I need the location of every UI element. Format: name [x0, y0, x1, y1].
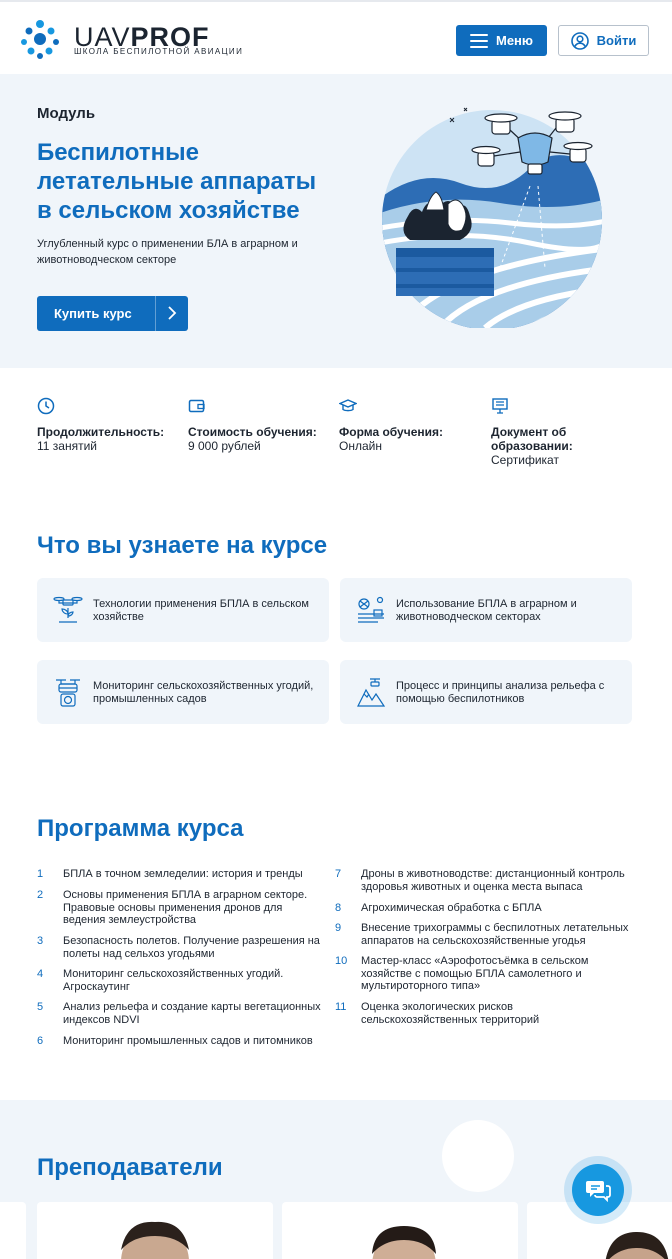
program-item-text: Дроны в животноводстве: дистанционный контроль здоровья животных и оценка места выпаса [361, 868, 625, 893]
info-format [339, 397, 489, 453]
drone-plant-icon [53, 594, 83, 626]
program-item-text: Основы применения БПЛА в аграрном секторе. Правовые основы применения дронов для ведения землеустройства [63, 889, 308, 926]
program-item-number: 2 [37, 889, 44, 901]
info-label: Продолжительность: [37, 425, 165, 439]
info-value: 9 000 рублей [188, 439, 261, 453]
user-icon [571, 32, 589, 50]
hero-kicker: Модуль [37, 105, 96, 122]
info-price [188, 397, 338, 453]
info-value: 11 занятий [37, 439, 97, 453]
program-item-number: 6 [37, 1035, 44, 1047]
chevron-right-icon [164, 305, 180, 321]
menu-button[interactable] [456, 25, 547, 56]
learn-card [37, 578, 329, 642]
chat-widget-button[interactable] [564, 1156, 632, 1224]
program-item-text: Внесение трихограммы с беспилотных летательных аппаратов на сельскохозяйственные угодья [361, 922, 629, 947]
info-label: Стоимость обучения: [188, 425, 317, 439]
teacher-photo [282, 1202, 518, 1259]
program-item-text: Безопасность полетов. Получение разрешения на полеты над сельхоз угодьями [63, 935, 320, 960]
graduation-cap-icon [339, 397, 357, 415]
program-item-number: 3 [37, 935, 44, 947]
info-label: Документ об образовании: [491, 425, 573, 453]
hero-section [0, 74, 672, 368]
learn-card [340, 578, 632, 642]
logo[interactable] [18, 18, 244, 60]
teacher-card[interactable] [0, 1202, 26, 1259]
learn-card [37, 660, 329, 724]
site-header [0, 0, 672, 74]
drone-farm-illustration [380, 98, 610, 328]
drone-camera-icon [53, 676, 83, 708]
clock-icon [37, 397, 55, 415]
teacher-card[interactable] [282, 1202, 518, 1259]
program-item-number: 4 [37, 968, 44, 980]
info-value: Онлайн [339, 439, 382, 453]
learn-card-text: Технологии применения БПЛА в сельском хозяйстве [93, 598, 309, 623]
certificate-icon [491, 397, 509, 415]
learn-card-text: Мониторинг сельскохозяйственных угодий, промышленных садов [93, 680, 314, 705]
logo-text: UAVPROF [74, 22, 210, 52]
program-item-text: Оценка экологических рисков сельскохозяйственных территорий [361, 1001, 540, 1026]
program-item-text: Мониторинг промышленных садов и питомников [63, 1035, 313, 1047]
program-item-number: 5 [37, 1001, 44, 1013]
learn-card-text: Использование БПЛА в аграрном и животноводческом секторах [396, 598, 577, 623]
teacher-card[interactable] [37, 1202, 273, 1259]
page-title: Беспилотные летательные аппараты в сельском хозяйстве [37, 139, 317, 224]
buy-course-button[interactable] [37, 296, 188, 331]
drone-mountains-icon [356, 676, 386, 708]
learn-card-text: Процесс и принципы анализа рельефа с помощью беспилотников [396, 680, 605, 705]
program-item-number: 11 [335, 1001, 347, 1013]
teacher-photo [37, 1202, 273, 1259]
teachers-section-title: Преподаватели [37, 1154, 223, 1181]
program-item-number: 10 [335, 955, 348, 967]
chat-icon [585, 1178, 611, 1202]
learn-card [340, 660, 632, 724]
info-label: Форма обучения: [339, 425, 443, 439]
learn-section-title: Что вы узнаете на курсе [37, 532, 328, 559]
info-duration [37, 397, 187, 453]
hamburger-icon [470, 34, 488, 48]
hero-description: Углубленный курс о применении БЛА в аграрном и животноводческом секторе [37, 238, 298, 266]
decorative-circle [442, 1120, 514, 1192]
program-item-number: 9 [335, 922, 342, 934]
drone-farm-icon [356, 594, 386, 626]
logo-subtitle: ШКОЛА БЕСПИЛОТНОЙ АВИАЦИИ [74, 47, 244, 56]
program-item-number: 1 [37, 868, 44, 880]
program-item-text: Анализ рельефа и создание карты вегетационных индексов NDVI [63, 1001, 321, 1026]
menu-button-label: Меню [495, 33, 533, 48]
program-item-text: Мастер-класс «Аэрофотосъёмка в сельском хозяйстве с помощью БПЛА самолетного и мультироторного типа» [361, 955, 589, 992]
program-section-title: Программа курса [37, 815, 244, 842]
program-item-number: 8 [335, 902, 342, 914]
buy-course-label: Купить курс [54, 306, 132, 321]
logo-dots-icon [18, 18, 62, 60]
login-button[interactable] [558, 25, 649, 56]
program-item-number: 7 [335, 868, 342, 880]
wallet-icon [188, 397, 206, 415]
info-value: Сертификат [491, 453, 559, 467]
info-document [491, 397, 611, 467]
program-item-text: Мониторинг сельскохозяйственных угодий. Агроскаутинг [63, 968, 284, 993]
login-button-label: Войти [596, 33, 637, 48]
program-item-text: Агрохимическая обработка с БПЛА [361, 902, 542, 914]
program-item-text: БПЛА в точном земледелии: история и тренды [63, 868, 303, 880]
